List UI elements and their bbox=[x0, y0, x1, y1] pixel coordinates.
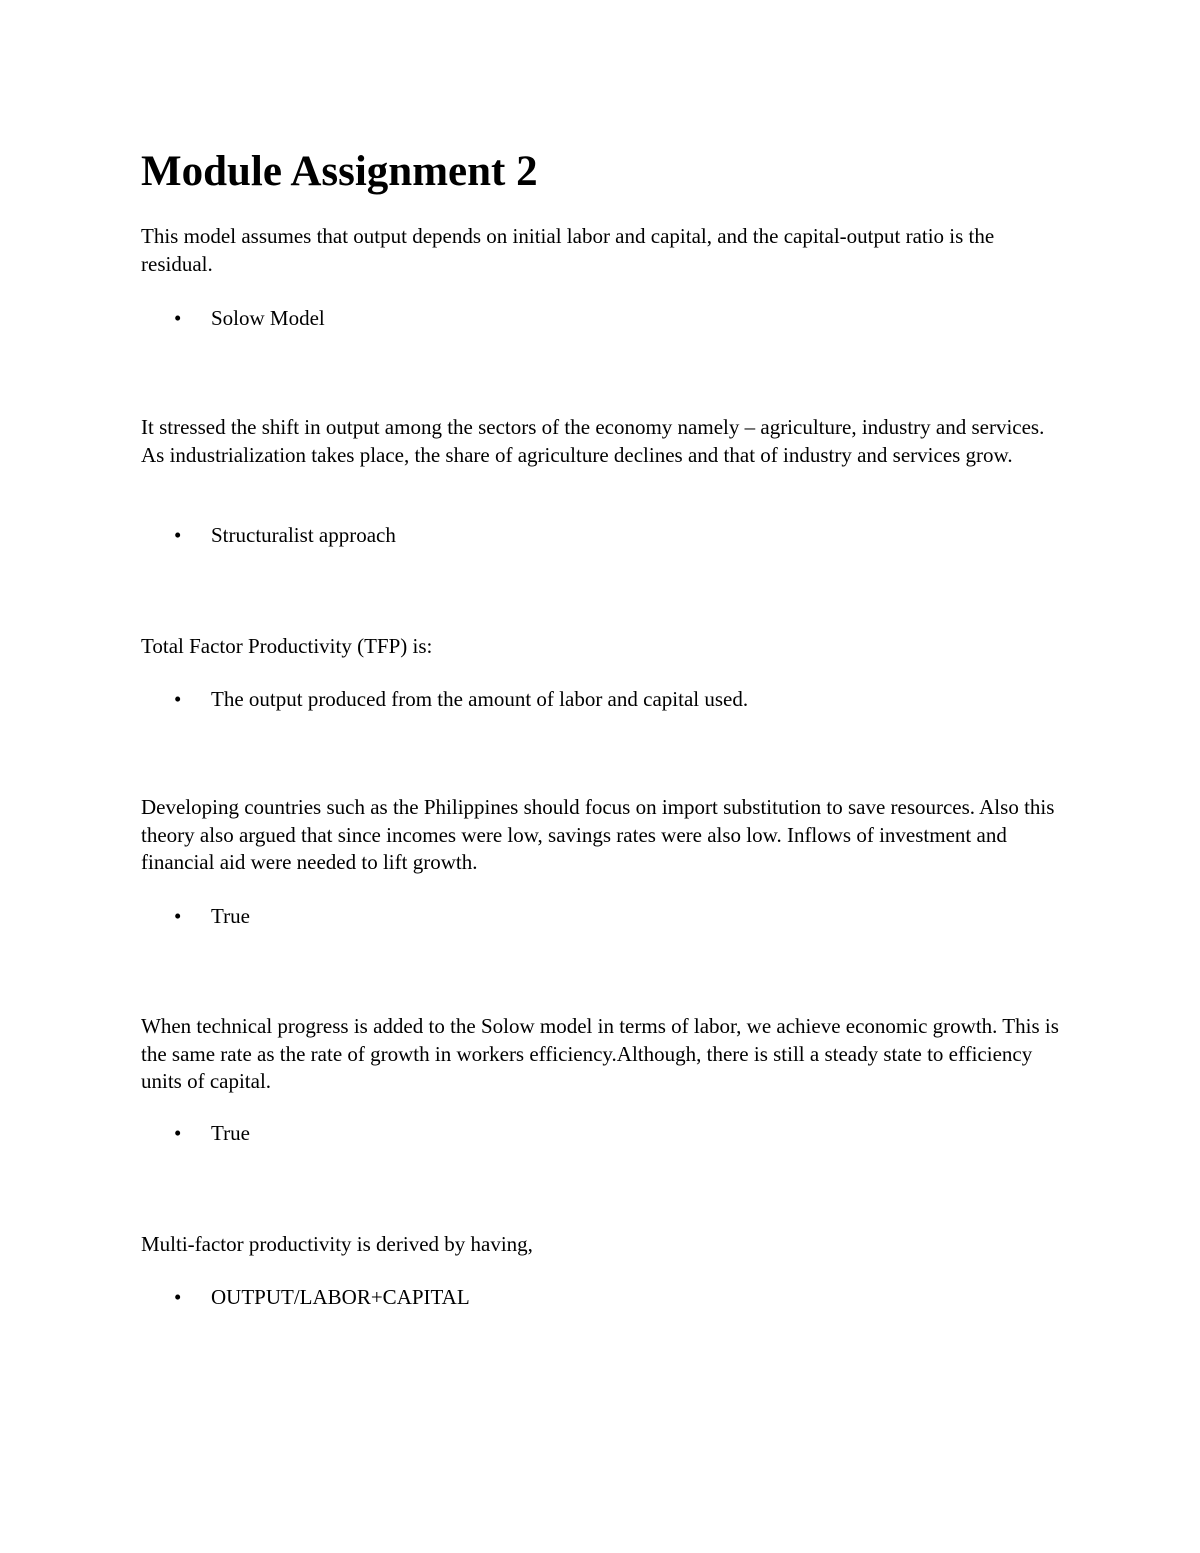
answer-2 bbox=[174, 522, 396, 550]
bullet-icon: • bbox=[174, 1121, 182, 1145]
answer-5-text: True bbox=[211, 1121, 250, 1145]
answer-3 bbox=[174, 686, 748, 714]
answer-1 bbox=[174, 305, 325, 333]
answer-4 bbox=[174, 903, 250, 931]
bullet-icon: • bbox=[174, 1285, 182, 1309]
answer-2-text: Structuralist approach bbox=[211, 523, 396, 547]
answer-1-text: Solow Model bbox=[211, 306, 325, 330]
question-1: This model assumes that output depends on initial labor and capital, and the capital-output ratio is the residual. bbox=[141, 224, 995, 276]
question-4: Developing countries such as the Philippines should focus on import substitution to save resources. Also this theory also argued that since incomes were low, savings rates were also low. Inflows of investment and financial aid were needed to lift growth. bbox=[141, 795, 1055, 874]
answer-6-text: OUTPUT/LABOR+CAPITAL bbox=[211, 1285, 470, 1309]
bullet-icon: • bbox=[174, 306, 182, 330]
bullet-icon: • bbox=[174, 523, 182, 547]
answer-6 bbox=[174, 1284, 470, 1312]
question-2: It stressed the shift in output among the sectors of the economy namely – agriculture, industry and services. As industrialization takes place, the share of agriculture declines and that of industry and services grow. bbox=[141, 415, 1045, 467]
bullet-icon: • bbox=[174, 904, 182, 928]
question-5: When technical progress is added to the Solow model in terms of labor, we achieve economic growth. This is the same rate as the rate of growth in workers efficiency.Although, there is still a steady state to efficiency units of capital. bbox=[141, 1014, 1059, 1093]
answer-3-text: The output produced from the amount of labor and capital used. bbox=[211, 687, 749, 711]
question-6: Multi-factor productivity is derived by having, bbox=[141, 1232, 533, 1256]
question-3: Total Factor Productivity (TFP) is: bbox=[141, 634, 433, 658]
bullet-icon: • bbox=[174, 687, 182, 711]
answer-4-text: True bbox=[211, 904, 250, 928]
answer-5 bbox=[174, 1120, 250, 1148]
page-title: Module Assignment 2 bbox=[141, 148, 538, 195]
